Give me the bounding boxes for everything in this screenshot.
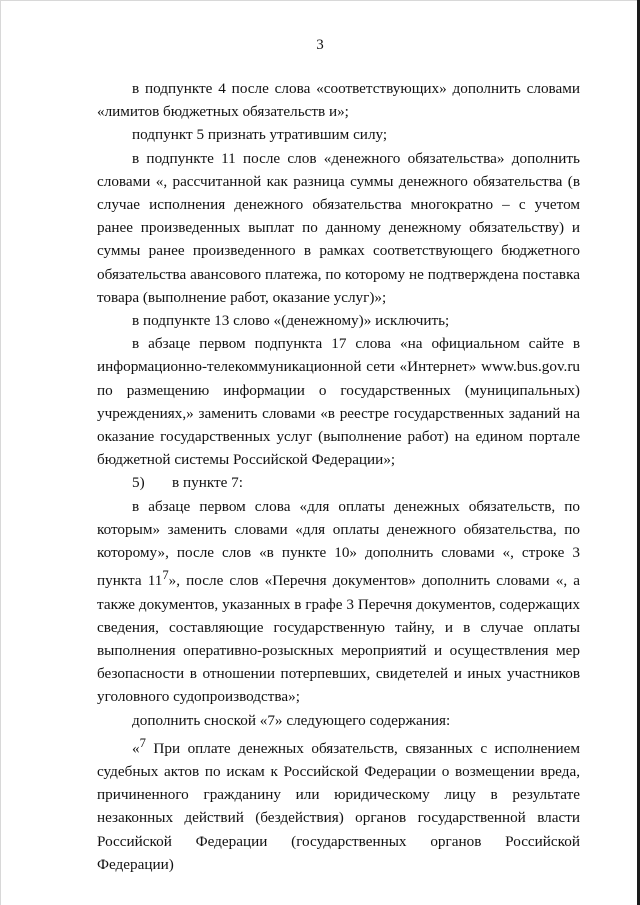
paragraph-footnote-text: [97, 732, 580, 876]
page-left-edge: [0, 0, 1, 905]
paragraph-text-before-sup: в абзаце первом слова «для оплаты денежных обязательств, по которым» заменить словами «для оплаты денежного обязательства, по которому», после слов «в пункте 10» дополнить словами «, строке 3 пункта 11: [97, 497, 580, 590]
paragraph-first-abzats: [97, 495, 580, 709]
footnote-body: При оплате денежных обязательств, связанных с исполнением судебных актов по искам к Российской Федерации о возмещении вреда, причиненного гражданину или юридическому лицу в результате незаконных действий (бездействия) органов государственной власти Российской Федерации (государственных органов Российской Федерации): [97, 739, 580, 873]
paragraph-footnote-intro: дополнить сноской «7» следующего содержания:: [132, 711, 451, 729]
paragraph-subpoint-5: подпункт 5 признать утратившим силу;: [132, 126, 388, 144]
paragraph-subpoint-4: в подпункте 4 после слова «соответствующих» дополнить словами «лимитов бюджетных обязательств и»;: [97, 80, 580, 121]
paragraph-text-after-sup: », после слов «Перечня документов» дополнить словами «, а также документов, указанных в графе 3 Перечня документов, содержащих сведения, составляющие государственную тайну, и в случае оплаты выполнения оперативно-розыскных мероприятий и осуществления мер безопасности в отношении потерпевших, свидетелей и иных участников уголовного судопроизводства»;: [97, 572, 580, 706]
list-item-text: в пункте 7:: [172, 474, 243, 492]
paragraph-subpoint-13: в подпункте 13 слово «(денежному)» исключить;: [132, 312, 450, 330]
page-top-edge: [0, 0, 640, 1]
page-number: 3: [316, 37, 324, 53]
footnote-marker: 7: [139, 735, 146, 750]
footnote-reference: 7: [162, 568, 169, 583]
paragraph-subpoint-17: в абзаце первом подпункта 17 слова «на официальном сайте в информационно-телекоммуникационной сети «Интернет» www.bus.gov.ru по размещению информации о государственных (муниципальных) учреждениях,» заменить словами «в реестре государственных заданий на оказание государственных услуг (выполнение работ) на едином портале бюджетной системы Российской Федерации»;: [97, 335, 580, 469]
paragraph-subpoint-11: в подпункте 11 после слов «денежного обязательства» дополнить словами «, рассчитанной как разница суммы денежного обязательства (в случае исполнения денежного обязательства многократно – с учетом ранее произведенных выплат по данному денежному обязательству) и суммы ранее произведенного в рамках соответствующего бюджетного обязательства авансового платежа, по которому не подтверждена поставка товара (выполнение работ, оказание услуг)»;: [97, 149, 580, 306]
list-item-5: [97, 471, 580, 494]
footnote-open-quote: «: [132, 739, 140, 757]
document-body: [97, 77, 580, 876]
list-item-number: 5): [132, 474, 145, 492]
